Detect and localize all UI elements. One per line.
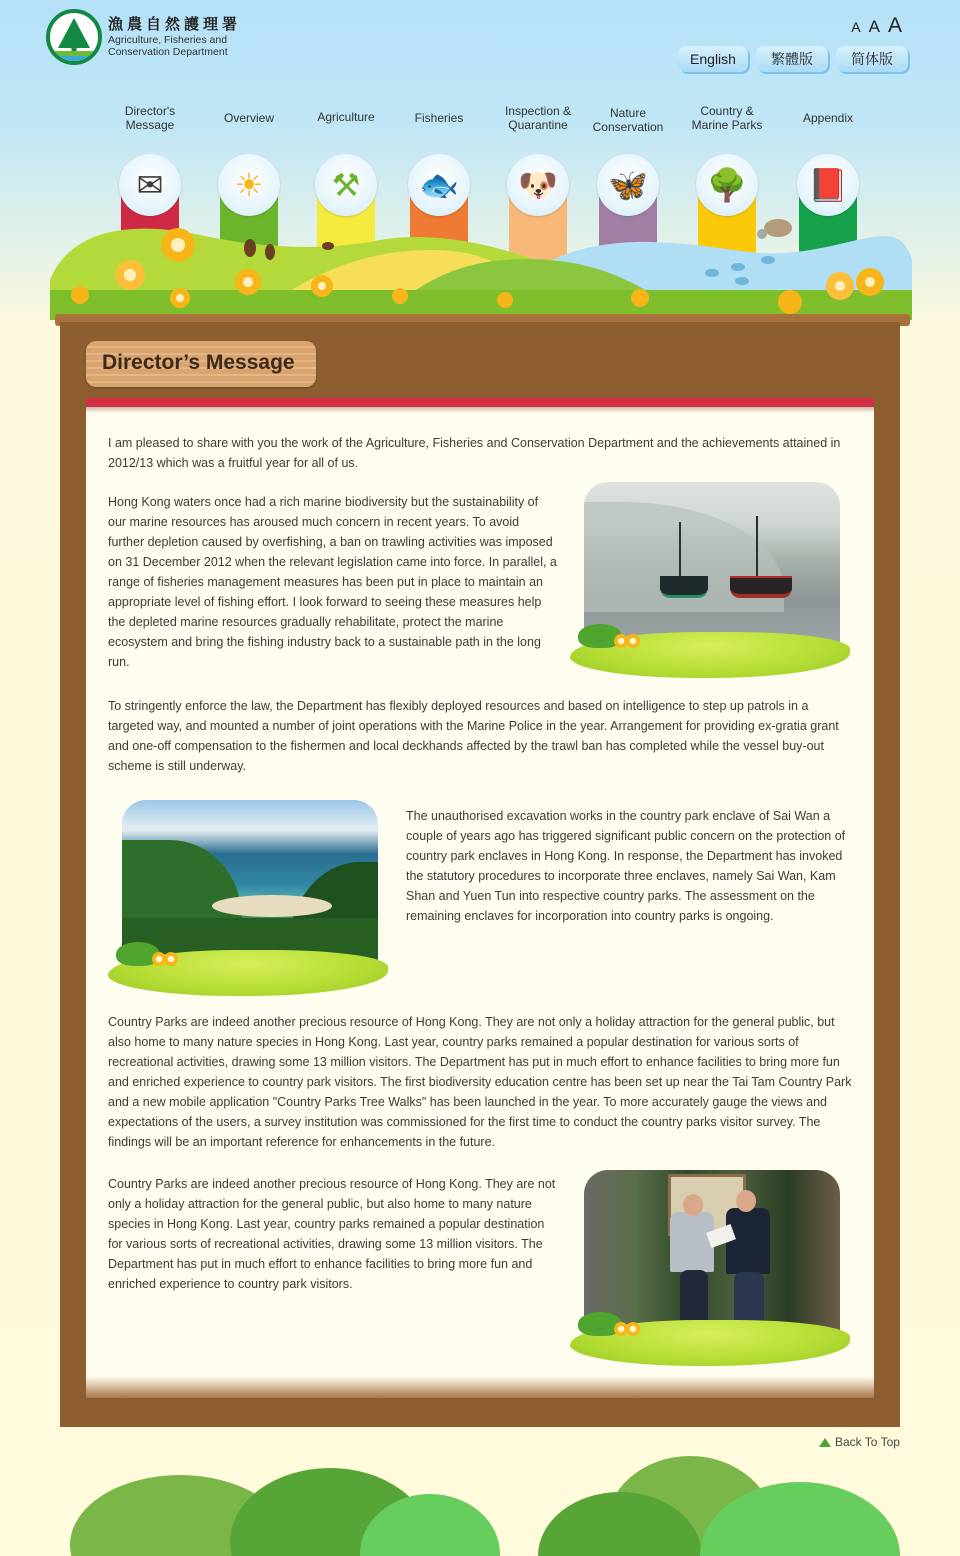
paragraph-intro: I am pleased to share with you the work of the Agriculture, Fisheries and Conservation Department and the achievements attained in 2012/13 which was a fruitful year for all of us. (108, 436, 841, 470)
photo-frame (584, 482, 840, 650)
logo-english-line2: Conservation Department (108, 45, 228, 58)
fishing-trawlers-photo (570, 482, 855, 682)
butterfly-icon: 🦋 (597, 154, 659, 216)
paper-top-stripe (86, 398, 874, 407)
paragraph-country-parks: Country Parks are indeed another precious resource of Hong Kong. They are not only a holiday attraction for the general public, but also home to many nature species in Hong Kong. Last year, country parks remained a popular destination for various sorts of recreational activities, drawing some 13 million visitors. The Department has put in much effort to enhance facilities to bring more fun and enriched experience to country park visitors. The first biodiversity education centre has been set up near the Tai Tam Country Park and a new mobile application "Country Parks Tree Walks" has been launched in the year. To more accurately gauge the views and expectations of the users, a survey institution was commissioned for the first time to conduct the country parks visitor survey. The findings will be an important reference for enhancements in the future. (108, 1015, 852, 1149)
dog-icon: 🐶 (507, 154, 569, 216)
paragraph-enforcement: To stringently enforce the law, the Department has flexibly deployed resources and based on intelligence to step up patrols in a targeted way, and mounted a number of joint operations with the Marine Police in the year. Arrangement for providing ex-gratia grant and one-off compensation to the fishermen and local deckhands affected by the trawl ban has completed while the vessel buy-out scheme is still underway. (108, 699, 839, 773)
lang-simplified-chinese-button[interactable]: 简体版 (836, 46, 908, 72)
page-title-plate (86, 341, 316, 387)
garden-tools-icon: ⚒ (315, 154, 377, 216)
nav-label: Country & Marine Parks (691, 103, 763, 132)
lang-english-button[interactable]: English (678, 46, 748, 72)
nav-label: Director's Message (124, 103, 176, 132)
page-title: Director’s Message (102, 351, 295, 374)
logo-english-line1: Agriculture, Fisheries and (108, 34, 228, 47)
flower-icon (626, 634, 640, 648)
left-bush-cluster (70, 1468, 500, 1556)
nav-label: Nature Conservation (592, 105, 664, 134)
sai-wan-bay-photo (108, 800, 393, 1000)
flower-icon (164, 952, 178, 966)
right-bush-cluster (538, 1456, 900, 1556)
lang-traditional-chinese-button[interactable]: 繁體版 (756, 46, 828, 72)
photo-frame (584, 1170, 840, 1338)
nav-label: Agriculture (317, 109, 375, 124)
back-to-top-label: Back To Top (835, 1435, 900, 1449)
photo-frame (122, 800, 378, 968)
flower-icon (626, 1322, 640, 1336)
back-to-top-link[interactable] (819, 1435, 900, 1449)
paper-bottom-shadow (86, 1376, 874, 1398)
paragraph-marine-biodiversity: Hong Kong waters once had a rich marine biodiversity but the sustainability of our marine resources has aroused much concern in recent years. To avoid further depletion caused by overfishing, a ban on trawling activities was imposed on 31 December 2012 when the relevant legislation came into force. In parallel, a range of fisheries management measures has been put in place to maintain an appropriate level of fishing effort. I look forward to seeing these measures help the depleted marine resources gradually rehabilitate, protect the marine ecosystem and bring the fishing industry back to a sustainable path in the long run. (108, 495, 557, 669)
tree-logo-icon (46, 9, 102, 65)
nav-label: Inspection & Quarantine (504, 103, 572, 132)
up-arrow-icon (819, 1438, 831, 1447)
logo-english-name (108, 35, 241, 58)
logo-chinese-name: 漁農自然護理署 (108, 14, 242, 33)
fish-icon: 🐟 (408, 154, 470, 216)
bushes-illustration (0, 1450, 960, 1556)
rocks (757, 219, 792, 239)
envelope-icon: ✉ (119, 154, 181, 216)
paper-shadow (86, 407, 874, 413)
book-icon: 📕 (797, 154, 859, 216)
paragraph-country-parks-repeat: Country Parks are indeed another precious resource of Hong Kong. They are not only a holiday attraction for the general public, but also home to many nature species in Hong Kong. Last year, country parks remained a popular destination for various sorts of recreational activities, drawing some 13 million visitors. The Department has put in much effort to enhance facilities to bring more fun and enriched experience to country park visitors. (108, 1177, 556, 1291)
nav-label: Overview (223, 110, 274, 125)
font-size-controls (851, 14, 902, 38)
sun-icon: ☀ (218, 154, 280, 216)
paragraph-enclaves: The unauthorised excavation works in the country park enclave of Sai Wan a couple of years ago has triggered significant public concern on the protection of country park enclaves in Hong Kong. In response, the Department has invoked the statutory procedures to incorporate three enclaves, namely Sai Wan, Kam Shan and Yuen Tun into respective country parks. The assessment on the remaining enclaves for incorporation into country parks is ongoing. (406, 809, 846, 923)
country-park-staff-photo (570, 1170, 855, 1370)
font-size-large-button[interactable]: A (887, 14, 902, 37)
hills-landscape-illustration (50, 210, 912, 320)
nav-label: Appendix (802, 110, 854, 125)
tree-bicycle-icon: 🌳 (696, 154, 758, 216)
language-switcher (678, 46, 908, 72)
agency-logo[interactable] (46, 9, 246, 65)
font-size-small-button[interactable]: A (851, 19, 861, 35)
nav-label: Fisheries (414, 110, 464, 125)
font-size-medium-button[interactable]: A (868, 17, 880, 36)
content-paper (86, 398, 874, 1398)
